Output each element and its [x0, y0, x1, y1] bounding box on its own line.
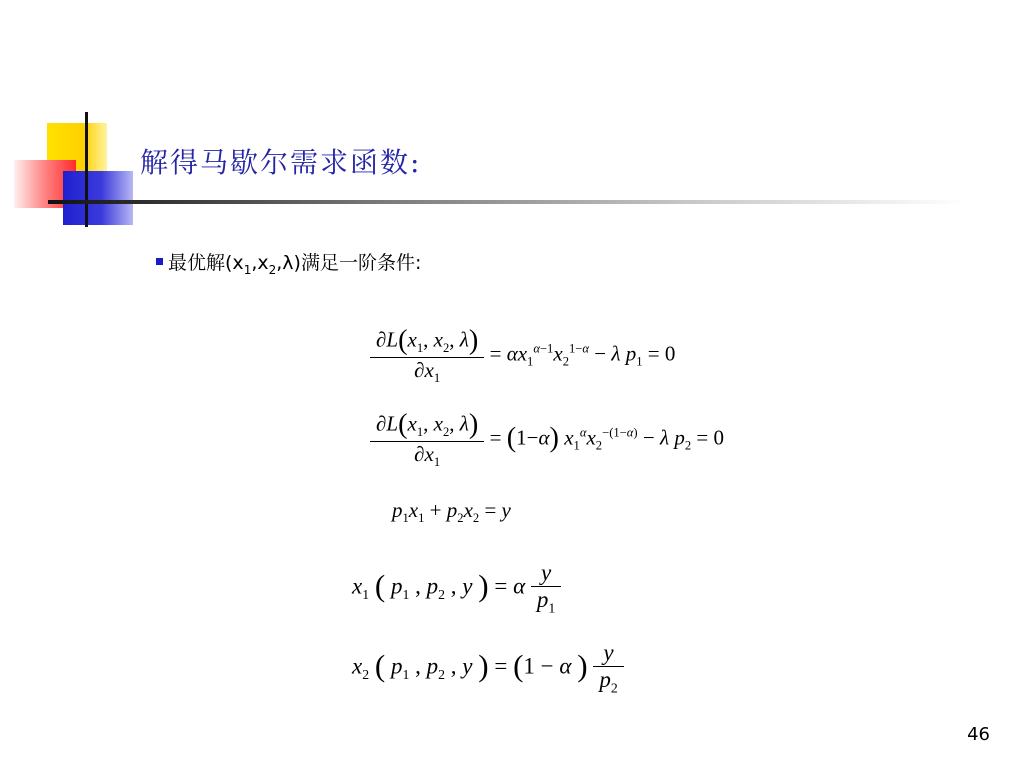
bullet-item: [156, 248, 421, 277]
equation-demand-x1: $x_1$ ( $p_1$ , $p_2$ , y ) = α $\frac{y}{p_1}$: [352, 560, 561, 617]
title-underline: [48, 200, 968, 204]
slide-title: 解得马歇尔需求函数:: [140, 146, 422, 179]
bullet-suffix: 满足一阶条件:: [300, 252, 422, 274]
decor-blue-square: [63, 171, 133, 225]
bullet-sub2: 2: [268, 262, 277, 277]
equation-budget: $p_1x_1 + p_2x_2 = y$: [392, 498, 511, 526]
bullet-open: (x: [225, 252, 244, 274]
bullet-comma: ,x: [251, 252, 269, 274]
equation-foc-1: $\frac{\partial L(x_1, x_2, \lambda)}{\partial x_1}$ = $\alpha x_1^{\alpha-1}x_2^{1-\alpha} - \lambda$ $p_1 = 0$: [370, 325, 675, 386]
page-number: 46: [967, 724, 990, 745]
bullet-square-icon: [156, 258, 163, 265]
bullet-sub1: 1: [243, 262, 252, 277]
bullet-tail: ,λ): [276, 252, 301, 274]
equation-foc-2: $\frac{\partial L(x_1, x_2, \lambda)}{\partial x_1}$ = (1−α) $x_1^\alpha x_2^{-(1-\alpha)} - \lambda$ $p_2 = 0$: [370, 409, 724, 470]
decor-vertical-line: [85, 112, 88, 227]
equation-demand-x2: $x_2$ ( $p_1$ , $p_2$ , y ) = (1 − α ) $\frac{y}{p_2}$: [352, 640, 624, 697]
bullet-prefix: 最优解: [168, 252, 226, 274]
